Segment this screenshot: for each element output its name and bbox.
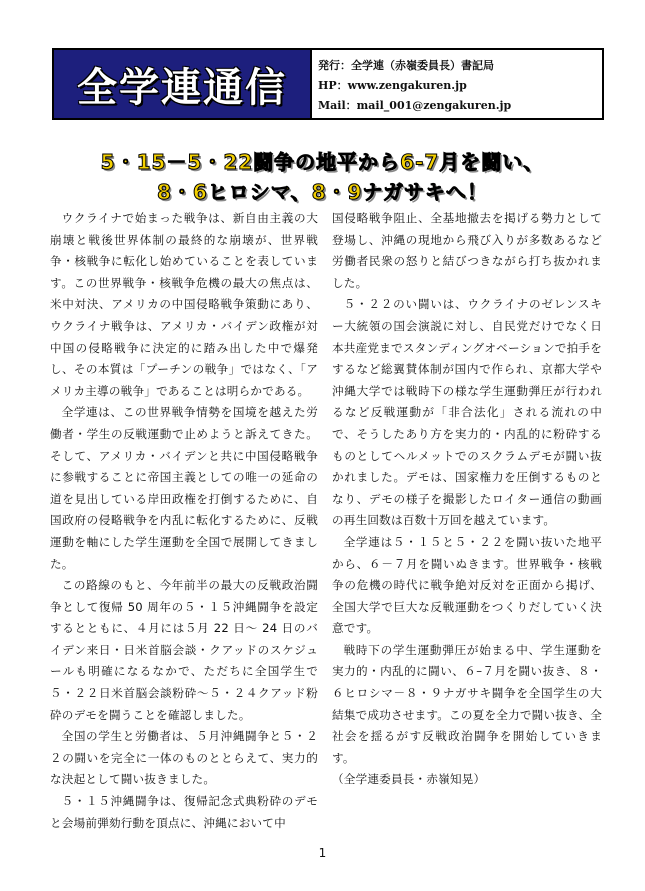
paragraph: ５・１５沖縄闘争は、復帰記念式典粉砕のデモと会場前弾劾行動を頂点に、沖縄において中 [50, 794, 318, 830]
homepage-line: HP：www.zengakuren.jp [318, 79, 467, 92]
body-column-right [332, 208, 602, 791]
paragraph: 国侵略戦争阻止、全基地撤去を掲げる勢力として登場し、沖縄の現地から飛び入りが多数あるなど労働者民衆の怒りと結びつきながら打ち抜かれました。 [332, 211, 602, 290]
paragraph: 全学連は、この世界戦争情勢を国境を越えた労働者・学生の反戦運動で止めようと訴えてきた。そして、アメリカ・バイデンと共に中国侵略戦争に参戦することに帝国主義としての唯一の延命の道を見出している岸田政権を打倒するために、自国政府の侵略戦争を内乱に転化するために、反戦運動を軸にした学生運動を全国で展開してきました。 [50, 405, 318, 571]
paragraph: 全国の学生と労働者は、５月沖縄闘争と５・２２の闘いを完全に一体のものととらえて、実力的な決起として闘い抜きました。 [50, 729, 318, 787]
paragraph: ウクライナで始まった戦争は、新自由主義の大崩壊と戦後世界体制の最終的な崩壊が、世界戦争・核戦争に転化し始めていることを表しています。この世界戦争・核戦争危機の最大の焦点は、米中対決、アメリカの中国侵略戦争策動にあり、ウクライナ戦争は、アメリカ・バイデン政権が対中国の侵略戦争に決定的に踏み出した中で爆発し、その本質は「プーチンの戦争」ではなく、「アメリカ主導の戦争」であることは明らかである。 [50, 211, 318, 398]
paragraph: ５・２２のい闘いは、ウクライナのゼレンスキー大統領の国会演説に対し、自民党だけでなく日本共産党までスタンディングオベーションで拍手をするなど総翼賛体制が国内で作られ、京都大学や沖縄大学では戦時下の様な学生運動弾圧が行われるなど反戦運動が「非合法化」される流れの中で、そうしたあり方を実力的・内乱的に粉砕するものとしてヘルメットでのスクラムデモが闘い抜かれました。デモは、国家権力を圧倒するものとなり、デモの様子を撮影したロイター通信の動画の再生回数は百数十万回を越えています。 [332, 297, 602, 528]
masthead [52, 48, 604, 120]
body-column-left [50, 208, 318, 834]
masthead-logo [54, 50, 312, 118]
paragraph: この路線のもと、今年前半の最大の反戦政治闘争として復帰 50 周年の５・１５沖縄闘争を設定するとともに、４月には５月 22 日～ 24 日のバイデン来日・日米首脳会談・クアッドのスケジュールも明確になるなかで、ただちに全国学生で５・２２日米首脳会談粉砕～５・２４クアッド粉砕のデモを闘うことを確認しました。 [50, 578, 318, 722]
mail-line: Mail：mail_001@zengakuren.jp [318, 99, 512, 112]
paragraph: 戦時下の学生運動弾圧が始まる中、学生運動を実力的・内乱的に闘い、６–７月を闘い抜き、８・６ヒロシマ－８・９ナガサキ闘争を全国学生の大結集で成功させます。この夏を全力で闘い抜き、全社会を揺るがす反戦政治闘争を開始していきます。 [332, 642, 602, 765]
signature: （全学連委員長・赤嶺知晃） [332, 772, 486, 787]
publisher-line: 発行：全学連（赤嶺委員長）書記局 [318, 59, 494, 72]
headline-line-1: 5・15－5・22闘争の地平から6-7月を闘い、 [100, 150, 545, 174]
masthead-info [312, 50, 602, 118]
paragraph: 全学連は５・１５と５・２２を闘い抜いた地平から、６－７月を闘いぬきます。世界戦争・核戦争の危機の時代に戦争絶対反対を正面から掲げ、全国大学で巨大な反戦運動をつくりだしていく決意です。 [332, 534, 602, 636]
headline-line-2: 8・6ヒロシマ、8・9ナガサキへ！ [156, 180, 489, 204]
page-number: 1 [318, 846, 327, 860]
masthead-logo-text: 全学連通信 [77, 64, 287, 111]
